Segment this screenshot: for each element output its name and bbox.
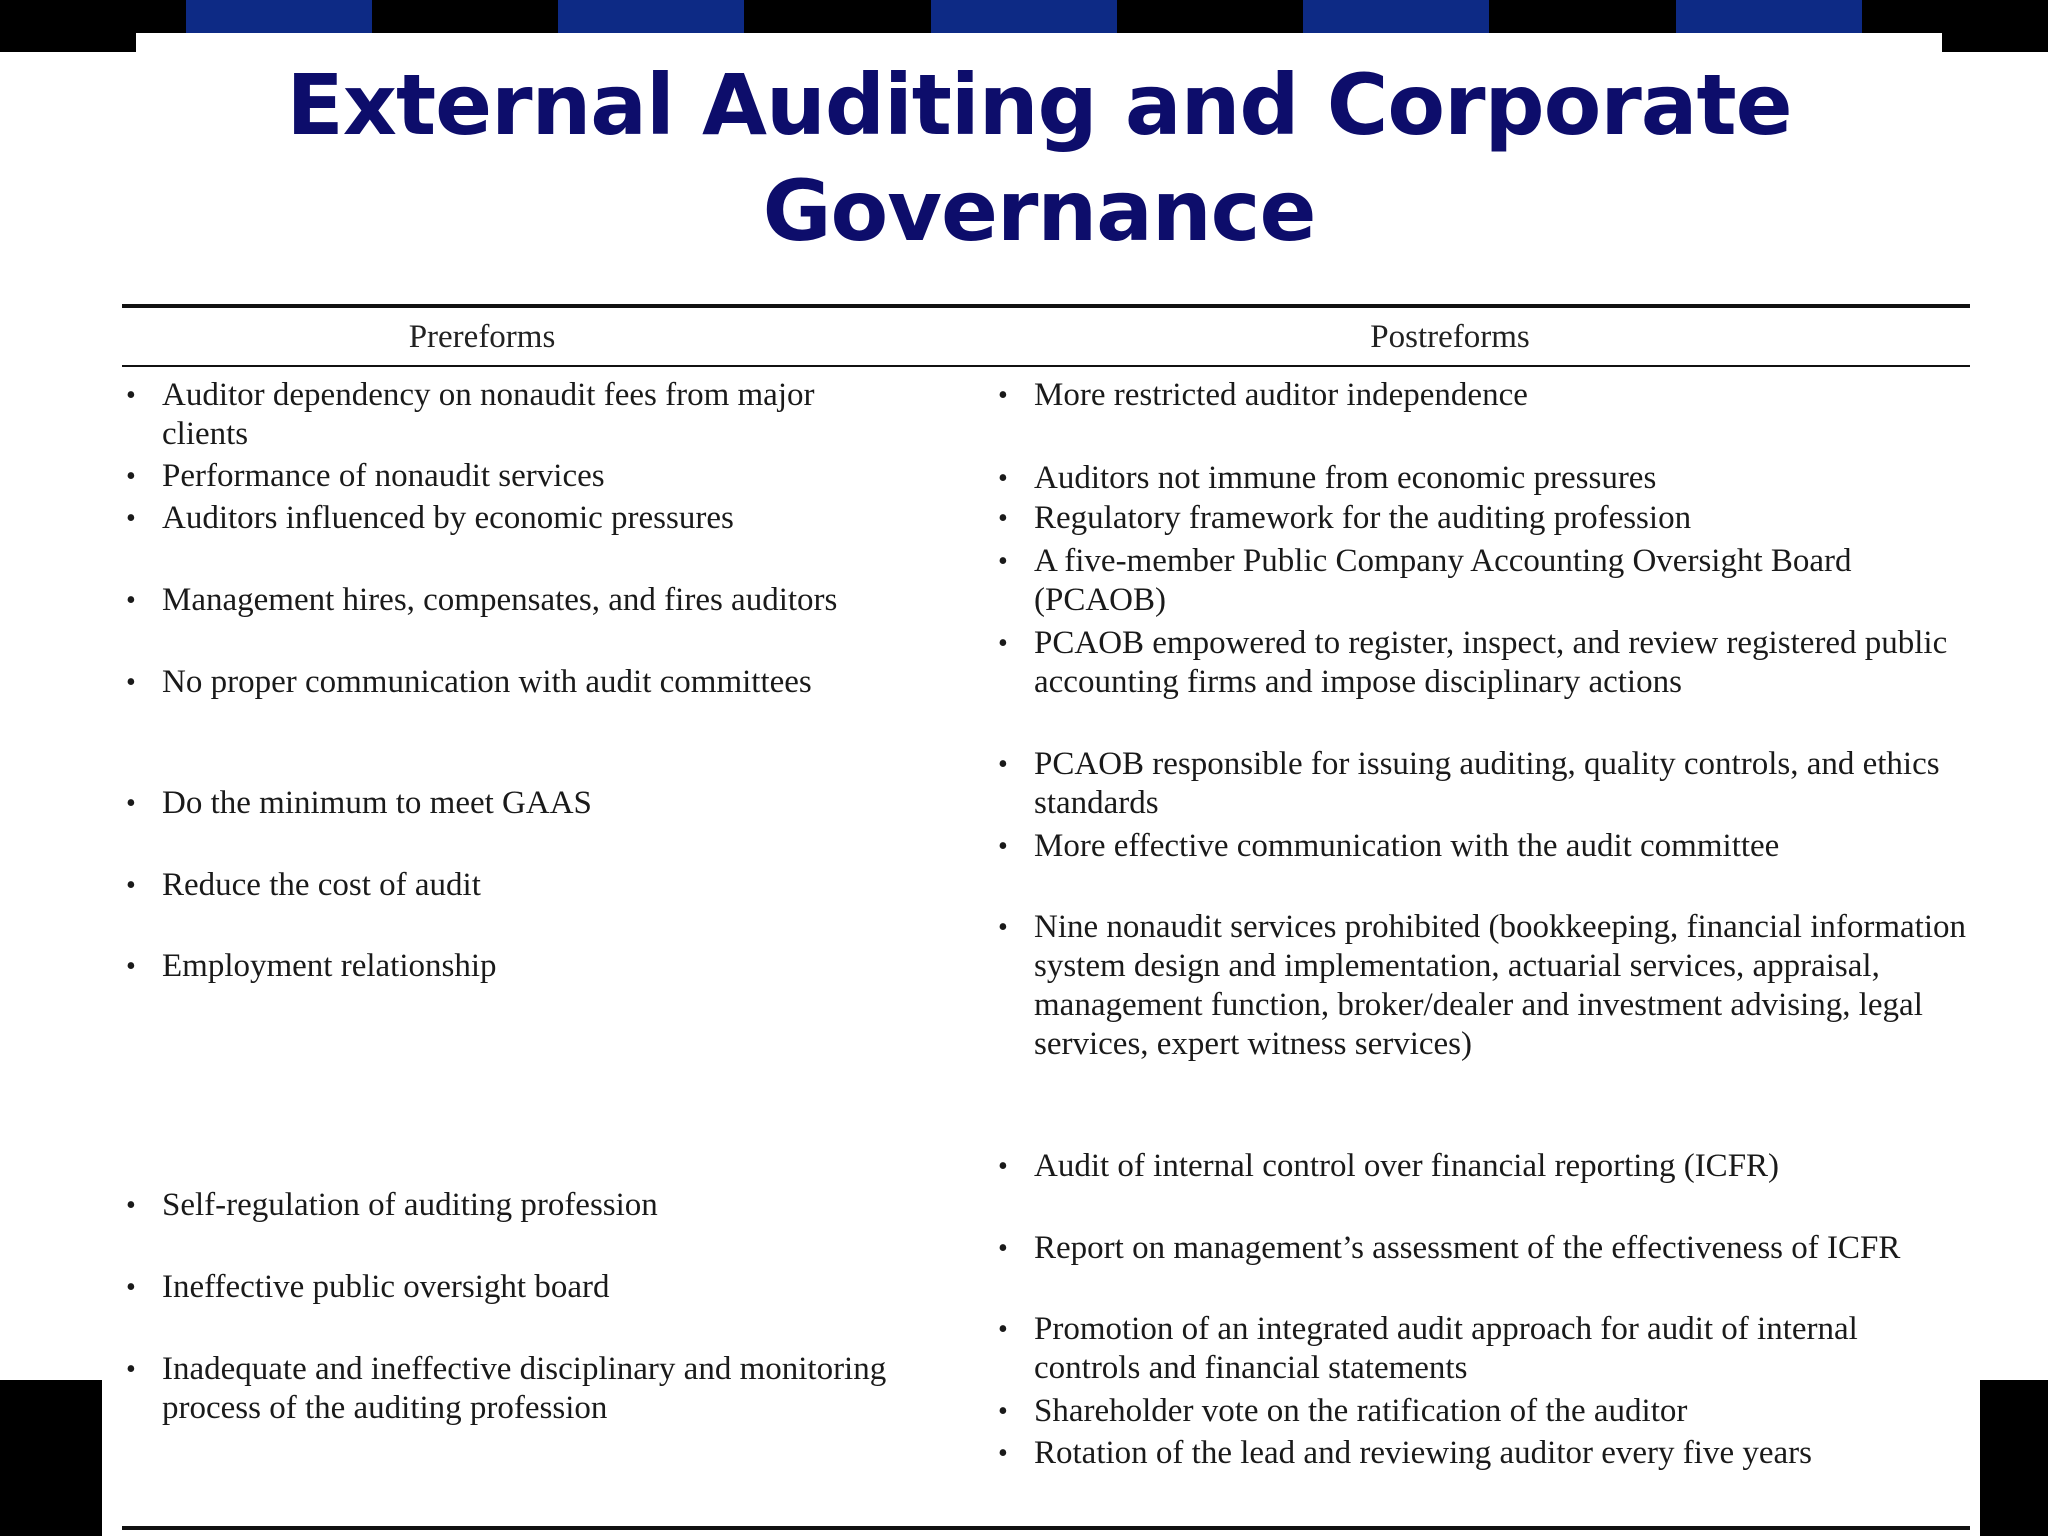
prereforms-column-header: Prereforms bbox=[408, 319, 556, 355]
prereform-item: • Reduce the cost of audit bbox=[162, 866, 902, 905]
prereform-item: • Management hires, compensates, and fires auditors bbox=[162, 581, 902, 620]
table-bottom-rule bbox=[122, 1526, 1970, 1530]
postreform-item: • More effective communication with the audit committee bbox=[1034, 827, 1970, 866]
top-bar-segment bbox=[558, 0, 744, 33]
top-bar-segment bbox=[186, 0, 372, 33]
postreform-item: • Rotation of the lead and reviewing auditor every five years bbox=[1034, 1434, 1970, 1473]
slide-title-line-2: Governance bbox=[762, 162, 1316, 260]
postreform-item: • Auditors not immune from economic pressures bbox=[1034, 459, 1970, 498]
postreform-item: • PCAOB responsible for issuing auditing, quality controls, and ethics standards bbox=[1034, 745, 1970, 823]
prereform-item: • Ineffective public oversight board bbox=[162, 1268, 902, 1307]
prereform-item: • Performance of nonaudit services bbox=[162, 457, 902, 496]
top-bar-segment bbox=[1676, 0, 1862, 33]
postreform-item: • Shareholder vote on the ratification of the auditor bbox=[1034, 1392, 1970, 1431]
top-bar-segment bbox=[1303, 0, 1489, 33]
table-header-rule bbox=[122, 365, 1970, 367]
prereform-item: • No proper communication with audit committees bbox=[162, 663, 902, 702]
prereform-item: • Auditors influenced by economic pressures bbox=[162, 499, 902, 538]
bottom-right-decorative-block bbox=[1980, 1380, 2048, 1536]
slide-title-line-1: External Auditing and Corporate bbox=[286, 56, 1792, 154]
top-bar-segment bbox=[931, 0, 1117, 33]
bottom-left-decorative-block bbox=[0, 1380, 102, 1536]
postreform-item: • Report on management’s assessment of the effectiveness of ICFR bbox=[1034, 1229, 1970, 1268]
prereform-item: • Inadequate and ineffective disciplinary and monitoring process of the auditing profession bbox=[162, 1350, 902, 1428]
postreforms-column-header: Postreforms bbox=[1370, 319, 1530, 355]
prereform-item: • Auditor dependency on nonaudit fees from major clients bbox=[162, 376, 902, 454]
postreform-item: • Promotion of an integrated audit approach for audit of internal controls and financial statements bbox=[1034, 1310, 1970, 1388]
table-top-rule bbox=[122, 304, 1970, 308]
postreform-item: • Nine nonaudit services prohibited (bookkeeping, financial information system design and implementation, actuarial services, appraisal, management function, broker/dealer and investment advising, legal services, expert witness services) bbox=[1034, 908, 1970, 1064]
prereform-item: • Do the minimum to meet GAAS bbox=[162, 784, 902, 823]
prereform-item: • Employment relationship bbox=[162, 947, 902, 986]
slide-title bbox=[136, 52, 1942, 264]
postreform-item: • More restricted auditor independence bbox=[1034, 376, 1970, 415]
postreform-item: • Audit of internal control over financial reporting (ICFR) bbox=[1034, 1147, 1970, 1186]
postreform-item: • PCAOB empowered to register, inspect, and review registered public accounting firms and impose disciplinary actions bbox=[1034, 624, 1970, 702]
postreform-item: • A five-member Public Company Accounting Oversight Board (PCAOB) bbox=[1034, 542, 1970, 620]
prereform-item: • Self-regulation of auditing profession bbox=[162, 1186, 902, 1225]
postreform-item: • Regulatory framework for the auditing profession bbox=[1034, 499, 1970, 538]
